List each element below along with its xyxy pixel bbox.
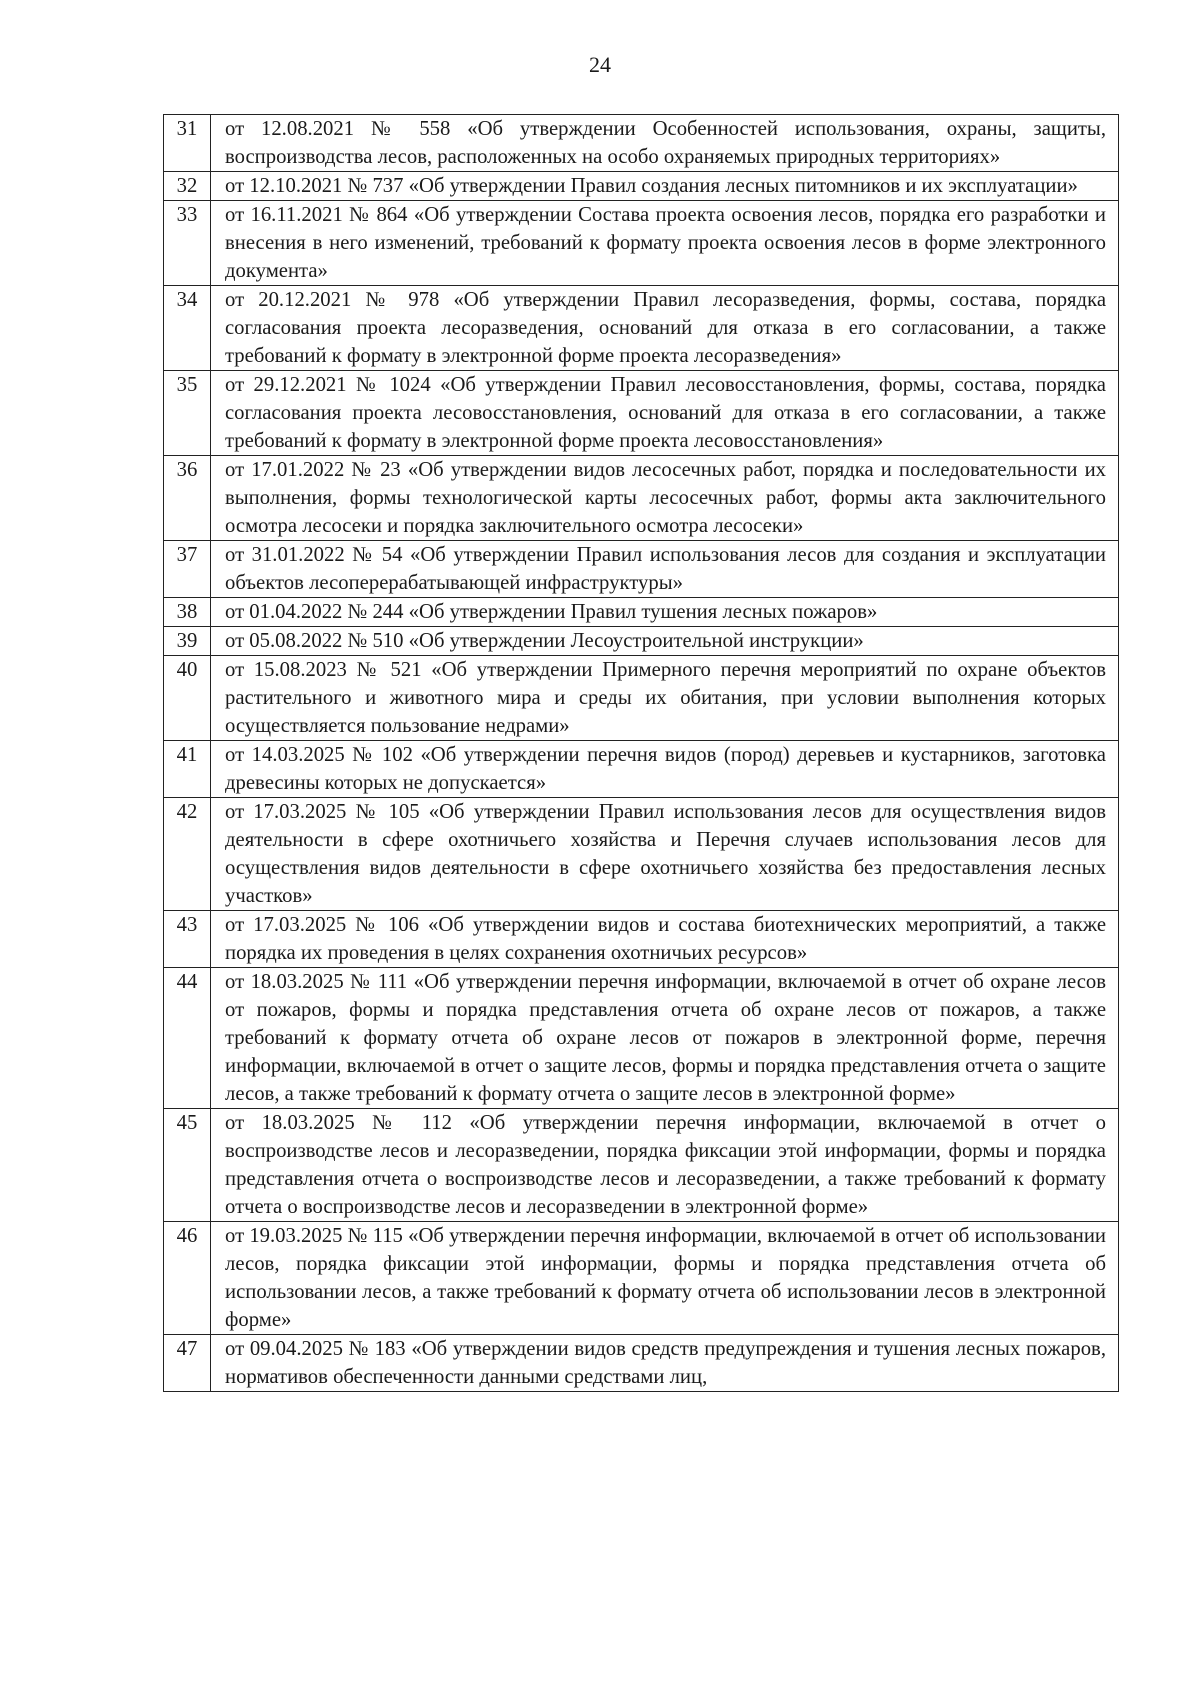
row-number: 34 <box>164 286 211 371</box>
table-row <box>164 656 1119 741</box>
row-text: от 31.01.2022 № 54 «Об утверждении Правил использования лесов для создания и эксплуатации объектов лесоперерабатывающей инфраструктуры» <box>211 541 1119 598</box>
row-text: от 17.01.2022 № 23 «Об утверждении видов лесосечных работ, порядка и последовательности их выполнения, формы технологической карты лесосечных работ, формы акта заключительного осмотра лесосеки и порядка заключительного осмотра лесосеки» <box>211 456 1119 541</box>
row-text: от 12.10.2021 № 737 «Об утверждении Правил создания лесных питомников и их эксплуатации» <box>211 172 1119 201</box>
row-number: 36 <box>164 456 211 541</box>
row-text: от 29.12.2021 № 1024 «Об утверждении Правил лесовосстановления, формы, состава, порядка согласования проекта лесовосстановления, оснований для отказа в его согласовании, а также требований к формату в электронной форме проекта лесовосстановления» <box>211 371 1119 456</box>
row-number: 43 <box>164 911 211 968</box>
table-row <box>164 115 1119 172</box>
table-row <box>164 371 1119 456</box>
table-row <box>164 798 1119 911</box>
row-text: от 12.08.2021 № 558 «Об утверждении Особенностей использования, охраны, защиты, воспроизводства лесов, расположенных на особо охраняемых природных территориях» <box>211 115 1119 172</box>
regulations-table <box>163 114 1119 1392</box>
row-number: 37 <box>164 541 211 598</box>
table-row <box>164 741 1119 798</box>
row-text: от 16.11.2021 № 864 «Об утверждении Состава проекта освоения лесов, порядка его разработки и внесения в него изменений, требований к формату проекта освоения лесов в форме электронного документа» <box>211 201 1119 286</box>
row-number: 42 <box>164 798 211 911</box>
row-text: от 17.03.2025 № 106 «Об утверждении видов и состава биотехнических мероприятий, а также порядка их проведения в целях сохранения охотничьих ресурсов» <box>211 911 1119 968</box>
row-number: 33 <box>164 201 211 286</box>
row-number: 32 <box>164 172 211 201</box>
row-text: от 19.03.2025 № 115 «Об утверждении перечня информации, включаемой в отчет об использовании лесов, порядка фиксации этой информации, формы и порядка представления отчета об использовании лесов, а также требований к формату отчета об использовании лесов в электронной форме» <box>211 1222 1119 1335</box>
table-row <box>164 598 1119 627</box>
table-row <box>164 201 1119 286</box>
row-number: 35 <box>164 371 211 456</box>
table-row <box>164 911 1119 968</box>
row-number: 31 <box>164 115 211 172</box>
row-number: 40 <box>164 656 211 741</box>
row-number: 38 <box>164 598 211 627</box>
row-number: 39 <box>164 627 211 656</box>
table-row <box>164 968 1119 1109</box>
row-text: от 18.03.2025 № 112 «Об утверждении перечня информации, включаемой в отчет о воспроизводстве лесов и лесоразведении, порядка фиксации этой информации, формы и порядка представления отчета о воспроизводстве лесов и лесоразведении, а также требований к формату отчета о воспроизводстве лесов и лесоразведении в электронной форме» <box>211 1109 1119 1222</box>
row-text: от 17.03.2025 № 105 «Об утверждении Правил использования лесов для осуществления видов деятельности в сфере охотничьего хозяйства и Перечня случаев использования лесов для осуществления видов деятельности в сфере охотничьего хозяйства без предоставления лесных участков» <box>211 798 1119 911</box>
table-row <box>164 172 1119 201</box>
table-row <box>164 627 1119 656</box>
row-number: 46 <box>164 1222 211 1335</box>
table-row <box>164 286 1119 371</box>
table-row <box>164 456 1119 541</box>
table-row <box>164 1335 1119 1392</box>
table-row <box>164 1222 1119 1335</box>
row-text: от 15.08.2023 № 521 «Об утверждении Примерного перечня мероприятий по охране объектов растительного и животного мира и среды их обитания, при условии выполнения которых осуществляется пользование недрами» <box>211 656 1119 741</box>
row-number: 44 <box>164 968 211 1109</box>
row-text: от 09.04.2025 № 183 «Об утверждении видов средств предупреждения и тушения лесных пожаров, нормативов обеспеченности данными средствами лиц, <box>211 1335 1119 1392</box>
row-text: от 01.04.2022 № 244 «Об утверждении Правил тушения лесных пожаров» <box>211 598 1119 627</box>
row-number: 47 <box>164 1335 211 1392</box>
row-text: от 20.12.2021 № 978 «Об утверждении Правил лесоразведения, формы, состава, порядка согласования проекта лесоразведения, оснований для отказа в его согласовании, а также требований к формату в электронной форме проекта лесоразведения» <box>211 286 1119 371</box>
table-row <box>164 541 1119 598</box>
table-row <box>164 1109 1119 1222</box>
row-number: 41 <box>164 741 211 798</box>
row-text: от 18.03.2025 № 111 «Об утверждении перечня информации, включаемой в отчет об охране лесов от пожаров, формы и порядка представления отчета об охране лесов от пожаров, а также требований к формату отчета об охране лесов от пожаров в электронной форме, перечня информации, включаемой в отчет о защите лесов, формы и порядка представления отчета о защите лесов, а также требований к формату отчета о защите лесов в электронной форме» <box>211 968 1119 1109</box>
page-number: 24 <box>589 52 611 77</box>
row-number: 45 <box>164 1109 211 1222</box>
row-text: от 14.03.2025 № 102 «Об утверждении перечня видов (пород) деревьев и кустарников, заготовка древесины которых не допускается» <box>211 741 1119 798</box>
row-text: от 05.08.2022 № 510 «Об утверждении Лесоустроительной инструкции» <box>211 627 1119 656</box>
